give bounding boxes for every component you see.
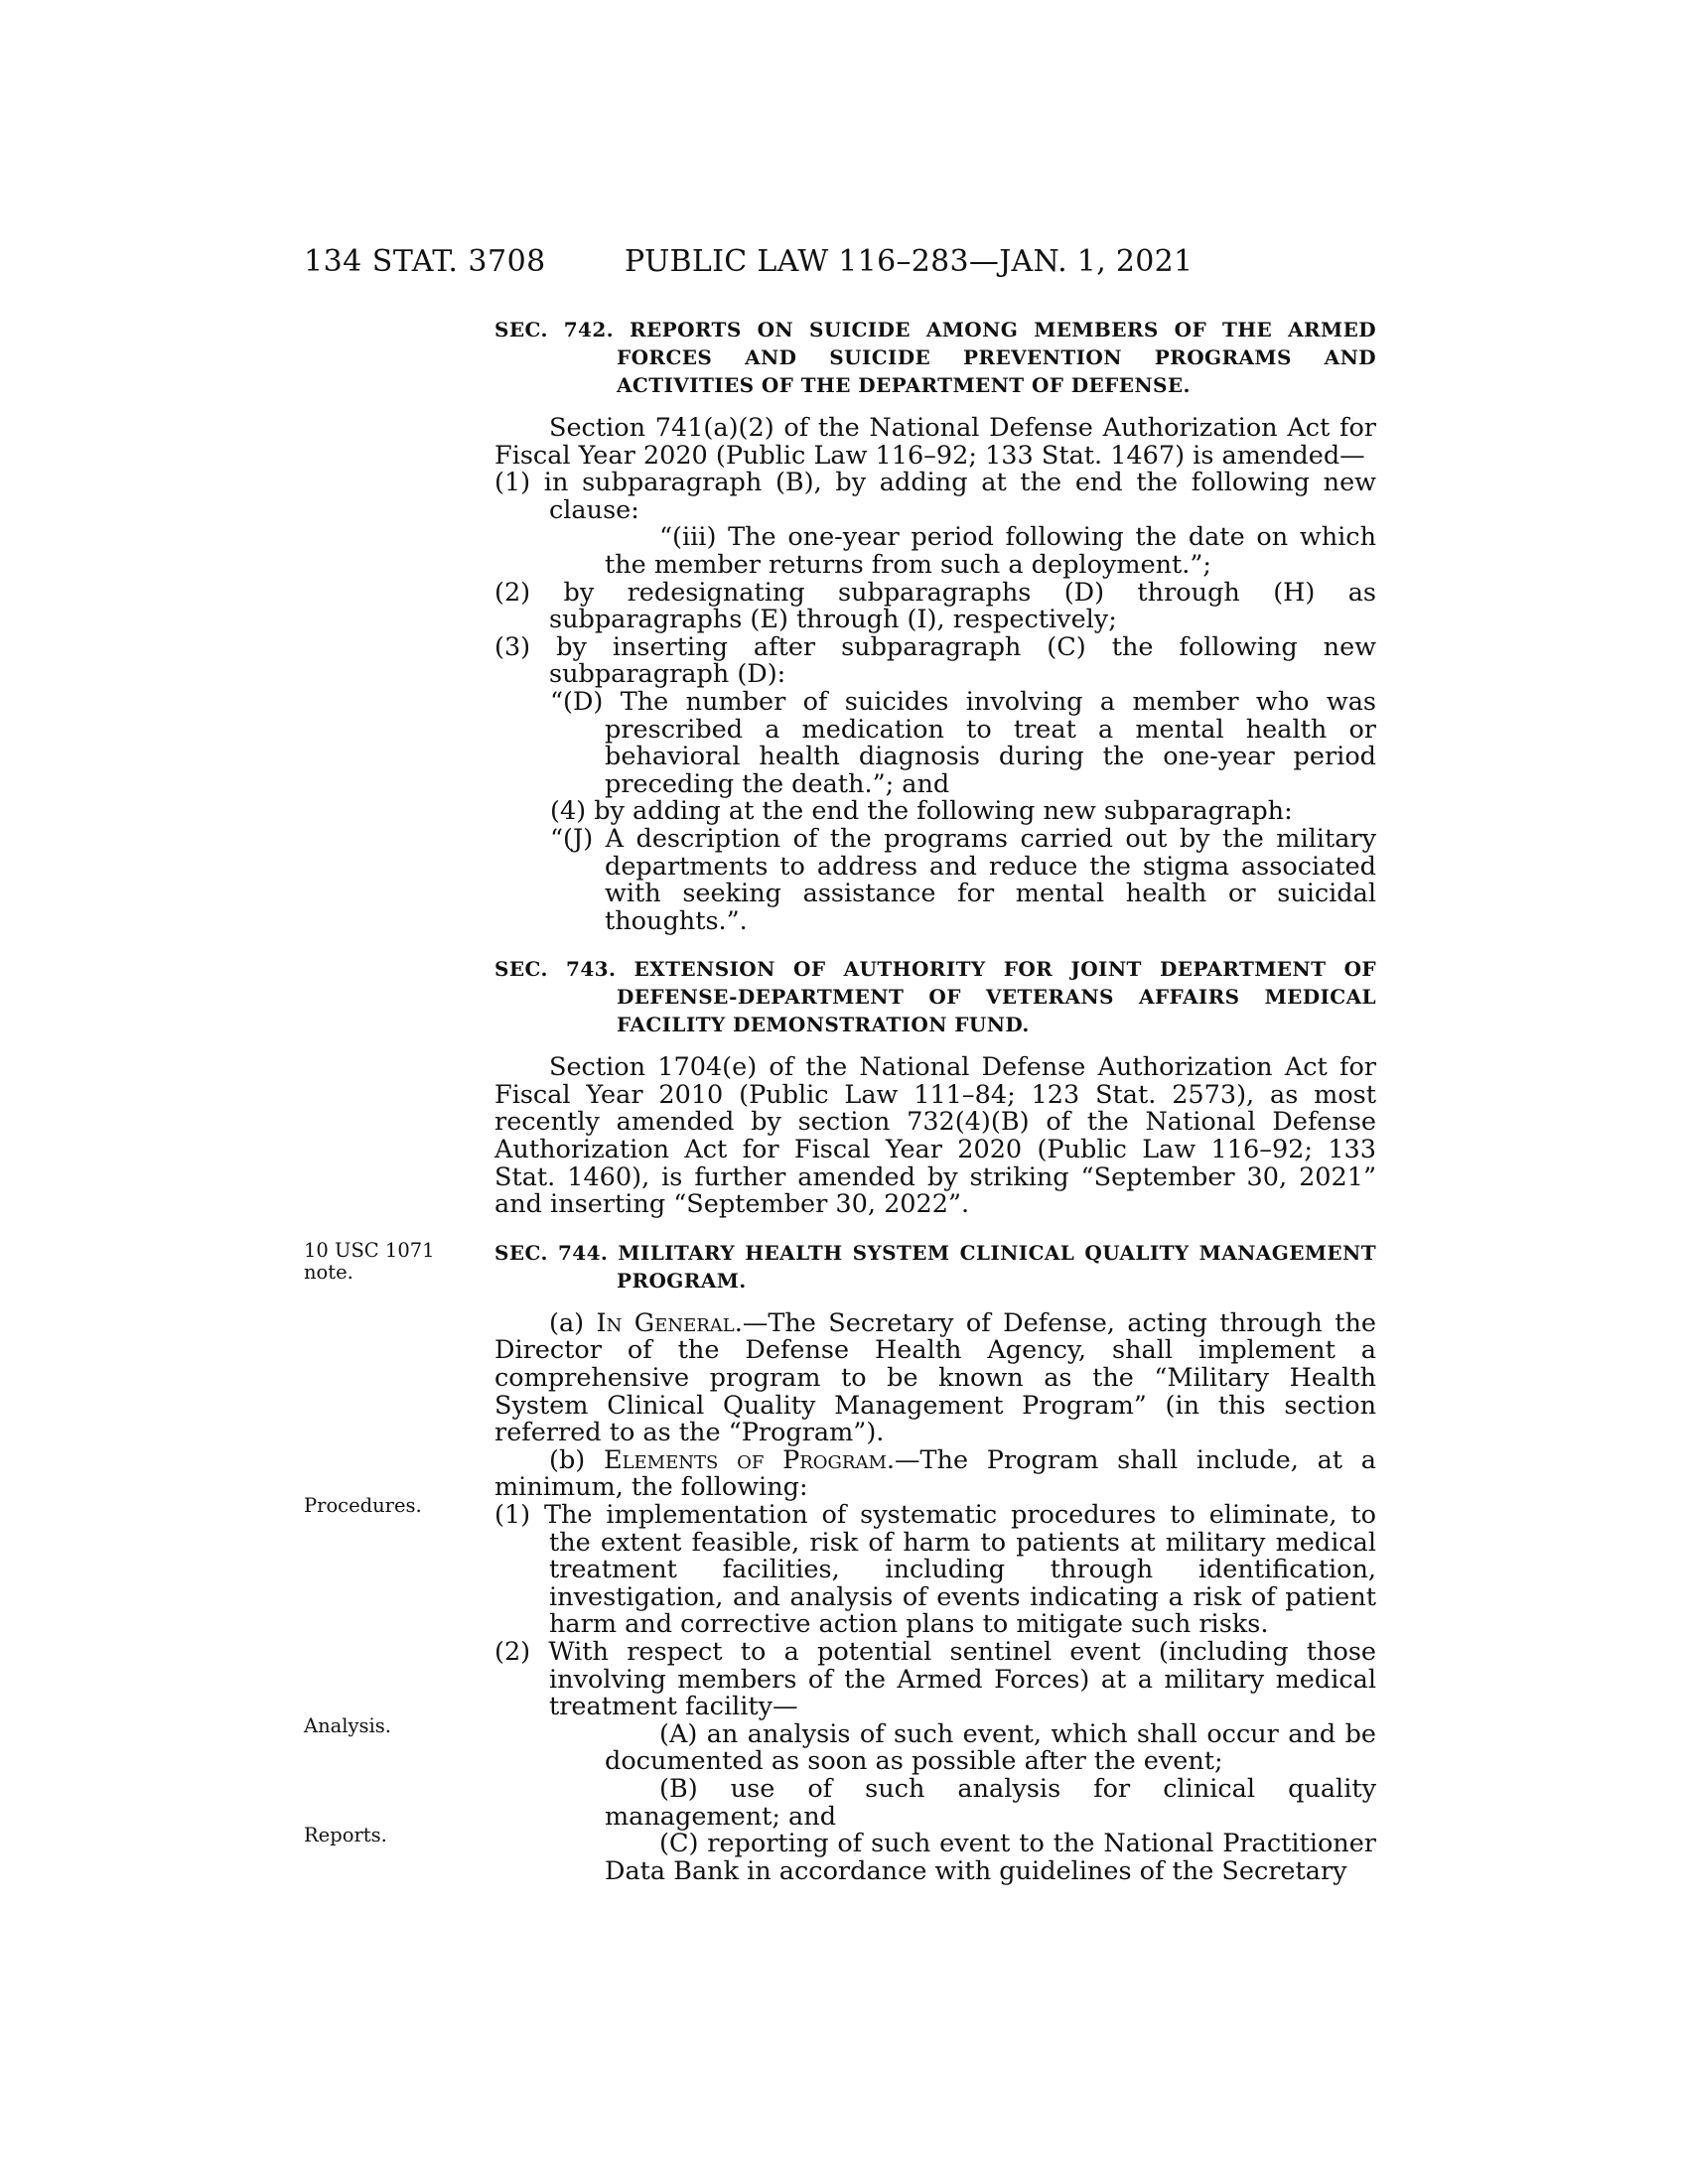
subsection-a-label: (a) [549, 1307, 597, 1338]
section-744-subparagraph-b: (B) use of such analysis for clinical quality management; and [605, 1773, 1376, 1832]
subsection-b-label: (b) [549, 1444, 604, 1475]
section-744-subsection-b [494, 1444, 1376, 1503]
section-742-paragraph-2: (2) by redesignating subparagraphs (D) through (H) as subparagraphs (E) through (I), respectively; [494, 577, 1376, 635]
section-742-heading: SEC. 742. REPORTS ON SUICIDE AMONG MEMBERS OF THE ARMED FORCES AND SUICIDE PREVENTION PROGRAMS AND ACTIVITIES OF THE DEPARTMENT OF DEFENSE. [494, 318, 1376, 397]
margin-note-usc-note: note. [304, 1261, 353, 1284]
margin-note-reports: Reports. [304, 1824, 387, 1846]
section-744-subsection-a [494, 1307, 1376, 1448]
section-742-clause-iii: “(iii) The one-year period following the date on which the member returns from such a deployment.”; [605, 522, 1376, 580]
margin-note-analysis: Analysis. [304, 1714, 391, 1737]
section-742 [494, 316, 1376, 935]
section-744-heading: SEC. 744. MILITARY HEALTH SYSTEM CLINICAL QUALITY MANAGEMENT PROGRAM. [494, 1240, 1376, 1293]
section-744-paragraph-1: (1) The implementation of systematic procedures to eliminate, to the extent feasible, risk of harm to patients at military medical treatment facilities, including through identification, investigation, and analysis of events indicating a risk of patient harm and corrective action plans to mitigate such risks. [494, 1500, 1376, 1640]
section-743-body: Section 1704(e) of the National Defense Authorization Act for Fiscal Year 2010 (Public Law 111–84; 123 Stat. 2573), as most recently amended by section 732(4)(B) of the National Defense Authorization Act for Fiscal Year 2020 (Public Law 116–92; 133 Stat. 1460), is further amended by striking “September 30, 2021” and inserting “September 30, 2022”. [494, 1052, 1376, 1220]
subsection-a-caption: In General [596, 1307, 735, 1338]
section-742-intro: Section 741(a)(2) of the National Defense Authorization Act for Fiscal Year 2020 (Public Law 116–92; 133 Stat. 1467) is amended— [494, 413, 1376, 471]
public-law-title: PUBLIC LAW 116–283—JAN. 1, 2021 [625, 244, 1194, 279]
section-743 [494, 955, 1376, 1219]
section-742-subparagraph-j: “(J) A description of the programs carried out by the military departments to address and reduce the stigma associated with seeking assistance for mental health or suicidal thoughts.”. [550, 823, 1376, 936]
margin-note-usc [304, 1240, 483, 1284]
subsection-a-text: .—The Secretary of Defense, acting through the Director of the Defense Health Agency, shall implement a comprehensive program to be known as the “Military Health System Clinical Quality Management Program” (in this section referred to as the “Program”). [494, 1307, 1376, 1448]
subsection-b-caption: Elements of Program [603, 1444, 887, 1475]
section-744-subparagraph-c: (C) reporting of such event to the National Practitioner Data Bank in accordance with guidelines of the Secretary [605, 1829, 1376, 1886]
main-text-column [494, 316, 1376, 1885]
subsection-b-text: .—The Program shall include, at a minimum, the following: [494, 1444, 1376, 1503]
margin-note-procedures: Procedures. [304, 1494, 422, 1517]
section-742-paragraph-4: (4) by adding at the end the following new subparagraph: [550, 796, 1293, 827]
section-744 [494, 1239, 1376, 1885]
section-742-paragraph-3: (3) by inserting after subparagraph (C) the following new subparagraph (D): [494, 631, 1376, 690]
stat-page-number: 134 STAT. 3708 [304, 244, 546, 279]
margin-note-usc-citation: 10 USC 1071 [304, 1239, 435, 1262]
page-header [0, 244, 1688, 284]
section-743-heading: SEC. 743. EXTENSION OF AUTHORITY FOR JOINT DEPARTMENT OF DEFENSE-DEPARTMENT OF VETERANS AFFAIRS MEDICAL FACILITY DEMONSTRATION FUND. [494, 957, 1376, 1037]
section-744-subparagraph-a: (A) an analysis of such event, which shall occur and be documented as soon as possible after the event; [605, 1718, 1376, 1777]
section-742-paragraph-1: (1) in subparagraph (B), by adding at the end the following new clause: [494, 468, 1376, 525]
section-744-paragraph-2: (2) With respect to a potential sentinel event (including those involving members of the Armed Forces) at a military medical treatment facility— [494, 1636, 1376, 1722]
section-742-subparagraph-d: “(D) The number of suicides involving a member who was prescribed a medication to treat a mental health or behavioral health diagnosis during the one-year period preceding the death.”; and [550, 686, 1376, 799]
